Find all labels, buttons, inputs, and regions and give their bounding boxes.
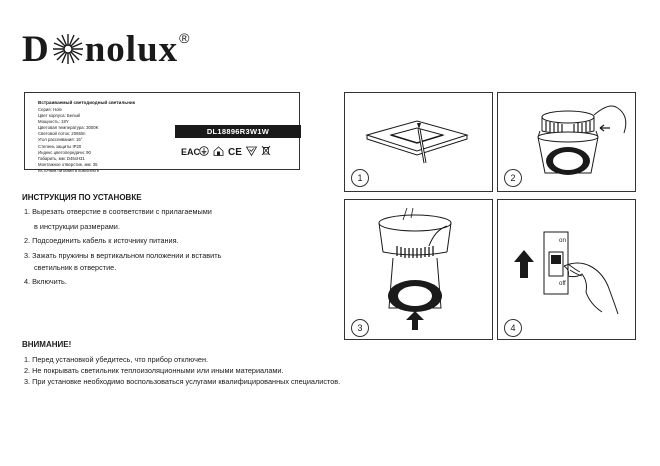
spec-line: Серия: Hole (38, 107, 62, 112)
step-number-badge: 3 (351, 319, 369, 337)
logo-letter-d: D (22, 29, 50, 70)
switch-on-illustration (498, 200, 635, 339)
step-1-panel (344, 92, 493, 192)
ce-mark-icon (228, 146, 242, 156)
spec-line: Цвет корпуса: Белый (38, 113, 80, 119)
svg-text:CE: CE (228, 146, 242, 158)
switch-on-label: on (559, 237, 566, 244)
spec-line: Габарить, мм: D45xH31 (38, 155, 85, 161)
spec-line: Мощность: 18Y (38, 119, 69, 125)
spec-line: Угол рассеивания: 15° (38, 137, 83, 143)
downlight-insert-illustration (345, 200, 492, 339)
attention-line: 2. Не покрывать светильник теплоизоляционными или иными материалами. (24, 366, 284, 375)
spec-line: Световой поток: 2065lm (38, 131, 86, 137)
step-number-badge: 4 (504, 319, 522, 337)
switch-off-label: off (559, 280, 566, 287)
spec-panel (24, 92, 300, 173)
install-step-line: 3. Зажать пружины в вертикальном положении и вставить (24, 251, 222, 260)
brand-logo (22, 28, 191, 71)
sunburst-icon (51, 32, 85, 66)
install-step-line: 1. Вырезать отверстие в соответствии с прилагаемыми (24, 207, 212, 216)
eac-icon (181, 146, 201, 157)
step-3-panel (344, 199, 493, 340)
spec-title: Встраиваемый светодиодный светильник (38, 100, 136, 105)
triangle-check-icon (246, 146, 257, 156)
step-2-panel (497, 92, 636, 192)
crossed-bin-icon (261, 145, 271, 156)
model-number: DL18896R3W1W (175, 125, 301, 138)
step-number-badge: 2 (504, 169, 522, 187)
attention-heading: ВНИМАНИЕ! (22, 340, 72, 349)
svg-text:EAC: EAC (181, 146, 201, 157)
attention-line: 3. При установке необходимо воспользоваться услугами квалифицированных специалистов. (24, 377, 341, 386)
step-4-panel (497, 199, 636, 340)
certification-marks (181, 145, 271, 156)
indoor-house-icon (213, 146, 224, 156)
registered-mark: ® (179, 30, 191, 46)
ground-icon (199, 146, 209, 156)
install-step-line: 2. Подсоединить кабель к источнику питания. (24, 236, 179, 245)
spec-line: Монтажное отверстие, мм: 35 (38, 161, 98, 167)
install-step-line: 4. Включить. (24, 277, 67, 286)
spec-line: Источник питания в комплекте (38, 167, 100, 173)
spec-line: Цветовая температура: 3000K (38, 125, 99, 131)
install-step-line: светильник в отверстие. (34, 263, 117, 272)
spec-line: Индекс цветопередачи: 90 (38, 149, 91, 155)
attention-line: 1. Перед установкой убедитесь, что прибор отключен. (24, 355, 209, 364)
spec-list (38, 107, 99, 174)
install-step-line: в инструкции размерами. (34, 222, 120, 231)
spec-line: Степень защиты IP20 (38, 143, 82, 149)
install-heading: ИНСТРУКЦИЯ ПО УСТАНОВКЕ (22, 193, 142, 202)
logo-text: nolux (84, 29, 179, 70)
step-number-badge: 1 (351, 169, 369, 187)
